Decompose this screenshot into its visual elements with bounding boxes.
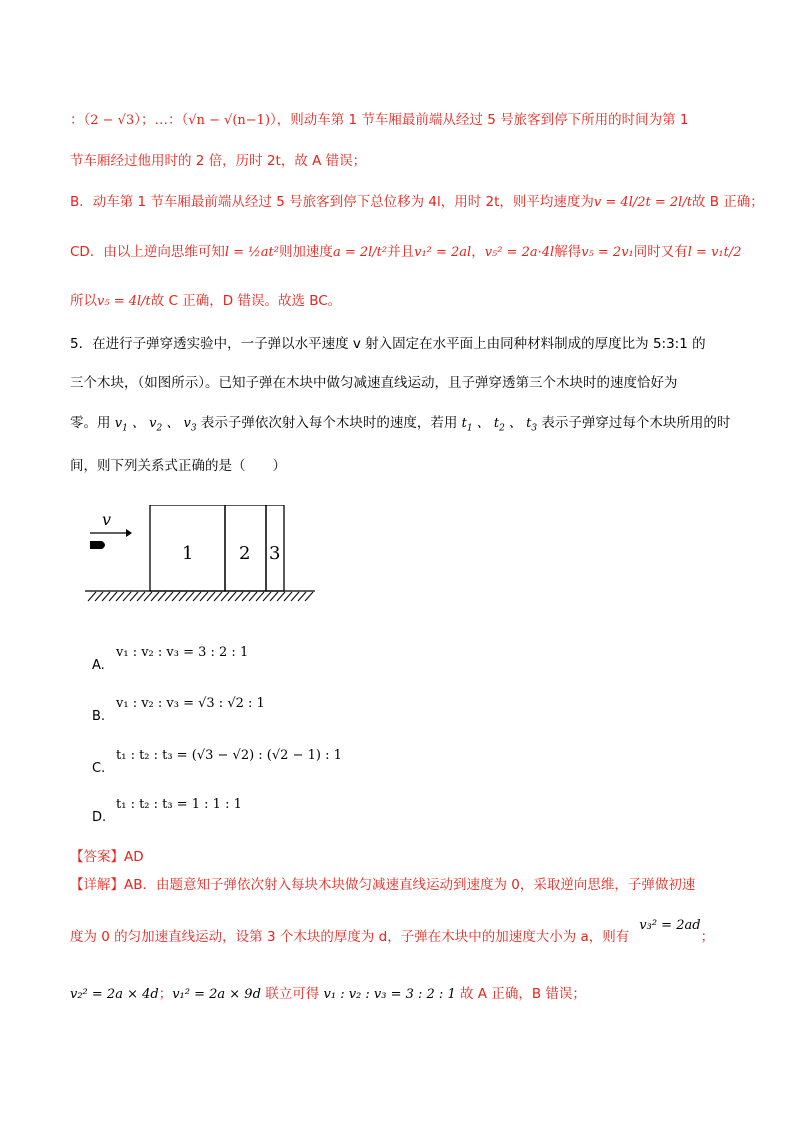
math-expr: v₂² = 2a × 4d [70,987,159,1002]
text: 度为 0 的匀加速直线运动，设第 3 个木块的厚度为 d，子弹在木块中的加速度大小为 a，则有 [70,929,630,945]
math-expr: 2 − √3 [90,113,135,128]
question-line-4: 间，则下列关系式正确的是（ ） [70,458,286,474]
question-line-1 [70,335,706,353]
detail-line-1 [70,876,695,894]
option-c-label: C. [92,761,106,776]
math-expr: v₁² = 2al [414,245,472,260]
text: ）；…：（ [134,112,189,128]
option-b-equation: v₁ : v₂ : v₃ = √3 : √2 : 1 [116,696,265,711]
question-line-3 [70,414,730,438]
math-expr: $t_1$ 、 $t_2$ 、 $t_3$ [461,416,538,434]
answer-tag: 【答案】AD [70,849,144,865]
bullet-blocks-figure [80,505,320,605]
prev-solution-line-5 [70,292,341,311]
option-a-equation: v₁ : v₂ : v₃ = 3 : 2 : 1 [116,645,249,660]
math-expr: $v_1$ 、 $v_2$ 、 $v_3$ [114,416,197,434]
velocity-label: v [102,510,112,529]
text: 联立可得 [265,986,320,1002]
text: 所以 [70,293,97,309]
math-expr: l = ½at² [224,245,279,260]
text: ），则动车第 1 节车厢最前端从经过 5 号旅客到停下所用的时间为第 1 [270,112,689,128]
detail-tag: 【详解】 [70,877,124,893]
detail-line-2: 度为 0 的匀加速直线运动，设第 3 个木块的厚度为 d，子弹在木块中的加速度大小为 a，则有v₃² = 2ad； [70,918,715,945]
math-expr: v₅ = 4l/t [97,294,151,309]
text: 在进行子弹穿透实验中，一子弹以水平速度 v 射入固定在水平面上由同种材料制成的厚度比为 5:3:1 的 [92,336,706,352]
prev-solution-line-4: CD．由以上逆向思维可知l = ½at²则加速度a = 2l/t²并且v₁² = 2al，v₅² = 2a·4l解得v₅ = 2v₁同时又有l = v₁t/2 [70,244,742,260]
text: 解得 [554,244,582,260]
text: 则加速度 [278,244,333,260]
math-expr: v₅² = 2a·4l [484,245,555,260]
text: AB．由题意知子弹依次射入每块木块做匀减速直线运动到速度为 0，采取逆向思维，子弹做初速 [124,877,696,893]
block-2-label: 2 [239,543,251,564]
math-expr: l = v₁t/2 [687,245,742,260]
text: ：（ [70,112,91,128]
option-c-equation: t₁ : t₂ : t₃ = (√3 − √2) : (√2 − 1) : 1 [116,748,342,763]
question-number: 5． [70,336,93,352]
math-expr: v₁ : v₂ : v₃ = 3 : 2 : 1 [323,987,456,1002]
math-expr: v₃² = 2ad [639,918,701,933]
text: 同时又有 [633,244,688,260]
prev-solution-line-3 [70,193,764,212]
option-a-label: A. [92,658,105,673]
option-d-label: D. [92,810,107,825]
text: 表示子弹依次射入每个木块时的速度，若用 [200,415,458,431]
text: 表示子弹穿过每个木块所用的时 [541,415,731,431]
math-expr: √n − √(n−1) [188,113,271,128]
bullet-icon [90,541,105,549]
math-expr: a = 2l/t² [332,245,388,260]
text: 并且 [387,244,415,260]
text: 故 B 正确； [691,194,764,210]
ground-hatching [88,592,313,601]
option-d-equation: t₁ : t₂ : t₃ = 1 : 1 : 1 [116,797,242,812]
block-3-label: 3 [269,543,281,564]
text: 零。用 [70,415,111,431]
text: CD．由以上逆向思维可知 [70,244,225,260]
math-expr: v₅ = 2v₁ [581,245,634,260]
prev-solution-line-2: 节车厢经过他用时的 2 倍，历时 2t，故 A 错误； [70,153,367,169]
math-expr: v₁² = 2a × 9d [172,987,261,1002]
option-b-label: B. [92,709,106,724]
text: 故 C 正确，D 错误。故选 BC。 [150,293,342,309]
question-line-2: 三个木块，（如图所示）。已知子弹在木块中做匀减速直线运动，且子弹穿透第三个木块时的速度恰好为 [70,375,678,391]
math-expr: v = 4l/2t = 2l/t [593,195,692,210]
arrow-head [126,529,132,537]
text: 故 A 正确，B 错误； [460,986,586,1002]
text: B．动车第 1 节车厢最前端从经过 5 号旅客到停下总位移为 4l，用时 2t，则平均速度为 [70,194,594,210]
prev-solution-line-1 [70,111,689,130]
detail-line-3: v₂² = 2a × 4d；v₁² = 2a × 9d 联立可得 v₁ : v₂ : v₃ = 3 : 2 : 1 故 A 正确，B 错误； [70,986,586,1002]
block-1-label: 1 [182,543,194,564]
